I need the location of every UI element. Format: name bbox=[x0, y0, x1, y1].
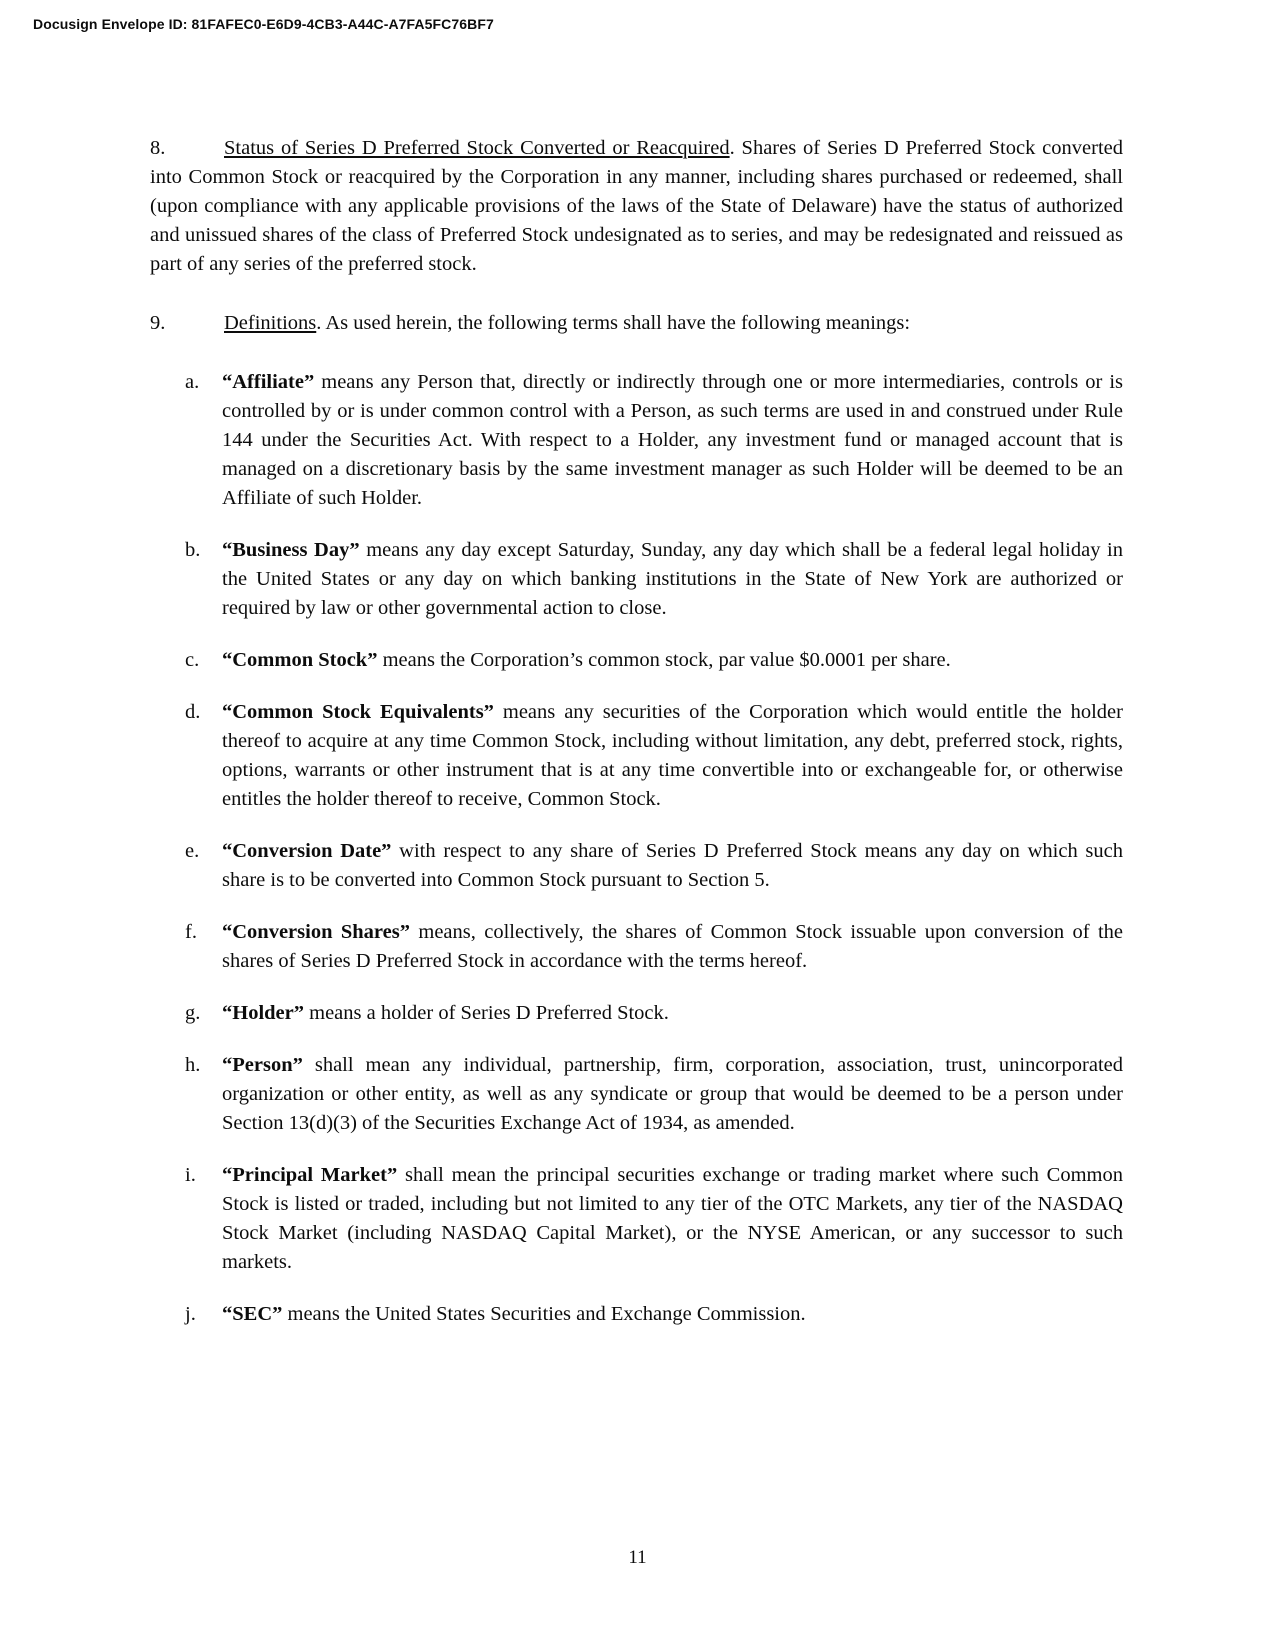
definition-letter: a. bbox=[185, 371, 200, 393]
section-9-heading: Definitions bbox=[224, 312, 317, 334]
definition-item-j bbox=[150, 1300, 1123, 1329]
definition-item-a bbox=[150, 368, 1123, 513]
definition-letter: d. bbox=[185, 701, 201, 723]
definition-term: “SEC” bbox=[222, 1303, 283, 1325]
definition-term: “Common Stock” bbox=[222, 649, 378, 671]
docusign-envelope-id: Docusign Envelope ID: 81FAFEC0-E6D9-4CB3-A44C-A7FA5FC76BF7 bbox=[33, 16, 494, 32]
section-8-number: 8. bbox=[150, 137, 166, 159]
definition-body: means, collectively, the shares of Common Stock issuable upon conversion of the shares of Series D Preferred Stock in accordance with the terms hereof. bbox=[222, 921, 1124, 972]
definition-term: “Common Stock Equivalents” bbox=[222, 701, 494, 723]
definition-item-f bbox=[150, 918, 1123, 976]
definition-item-e bbox=[150, 837, 1123, 895]
section-9-number: 9. bbox=[150, 312, 166, 334]
definition-body: means a holder of Series D Preferred Stock. bbox=[304, 1002, 669, 1024]
definition-letter: h. bbox=[185, 1054, 201, 1076]
definition-term: “Conversion Shares” bbox=[222, 921, 410, 943]
definition-term: “Business Day” bbox=[222, 539, 360, 561]
section-8-paragraph bbox=[150, 134, 1123, 279]
definition-item-g bbox=[150, 999, 1123, 1028]
definition-body: means any Person that, directly or indirectly through one or more intermediaries, controls or is controlled by or is under common control with a Person, as such terms are used in and construed under Rule 144 under the Securities Act. With respect to a Holder, any investment fund or managed account that is managed on a discretionary basis by the same investment manager as such Holder will be deemed to be an Affiliate of such Holder. bbox=[222, 371, 1123, 509]
definition-letter: g. bbox=[185, 1002, 201, 1024]
definition-item-c bbox=[150, 646, 1123, 675]
definition-term: “Person” bbox=[222, 1054, 303, 1076]
section-8-text: . Shares of Series D Preferred Stock converted into Common Stock or reacquired by the Corporation in any manner, including shares purchased or redeemed, shall (upon compliance with any applicable provisions of the laws of the State of Delaware) have the status of authorized and unissued shares of the class of Preferred Stock undesignated as to series, and may be redesignated and reissued as part of any series of the preferred stock. bbox=[150, 137, 1123, 275]
section-9-paragraph bbox=[150, 309, 1123, 338]
definition-term: “Principal Market” bbox=[222, 1164, 398, 1186]
definition-item-d bbox=[150, 698, 1123, 814]
definition-letter: c. bbox=[185, 649, 200, 671]
page-number: 11 bbox=[628, 1547, 647, 1568]
definition-item-i bbox=[150, 1161, 1123, 1277]
definition-letter: f. bbox=[185, 921, 197, 943]
definition-body: shall mean the principal securities exchange or trading market where such Common Stock is listed or traded, including but not limited to any tier of the OTC Markets, any tier of the NASDAQ Stock Market (including NASDAQ Capital Market), or the NYSE American, or any successor to such markets. bbox=[222, 1164, 1123, 1273]
definition-letter: j. bbox=[185, 1303, 196, 1325]
definition-body: means any securities of the Corporation which would entitle the holder thereof to acquire at any time Common Stock, including without limitation, any debt, preferred stock, rights, options, warrants or other instrument that is at any time convertible into or exchangeable for, or otherwise entitles the holder thereof to receive, Common Stock. bbox=[222, 701, 1123, 810]
definition-item-h bbox=[150, 1051, 1123, 1138]
definition-letter: b. bbox=[185, 539, 201, 561]
definition-body: shall mean any individual, partnership, firm, corporation, association, trust, unincorporated organization or other entity, as well as any syndicate or group that would be deemed to be a person under Section 13(d)(3) of the Securities Exchange Act of 1934, as amended. bbox=[222, 1054, 1123, 1134]
definition-term: “Affiliate” bbox=[222, 371, 315, 393]
document-body bbox=[150, 134, 1123, 1329]
definition-letter: i. bbox=[185, 1164, 196, 1186]
definition-item-b bbox=[150, 536, 1123, 623]
definition-letter: e. bbox=[185, 840, 200, 862]
definition-body: with respect to any share of Series D Preferred Stock means any day on which such share is to be converted into Common Stock pursuant to Section 5. bbox=[222, 840, 1123, 891]
definition-body: means the United States Securities and Exchange Commission. bbox=[282, 1303, 806, 1325]
section-8-heading: Status of Series D Preferred Stock Converted or Reacquired bbox=[224, 137, 730, 159]
definition-body: means any day except Saturday, Sunday, any day which shall be a federal legal holiday in the United States or any day on which banking institutions in the State of New York are authorized or required by law or other governmental action to close. bbox=[222, 539, 1123, 619]
definition-body: means the Corporation’s common stock, par value $0.0001 per share. bbox=[377, 649, 951, 671]
definition-term: “Conversion Date” bbox=[222, 840, 392, 862]
section-9-text: . As used herein, the following terms shall have the following meanings: bbox=[316, 312, 911, 334]
definition-term: “Holder” bbox=[222, 1002, 304, 1024]
definitions-list bbox=[150, 368, 1123, 1329]
